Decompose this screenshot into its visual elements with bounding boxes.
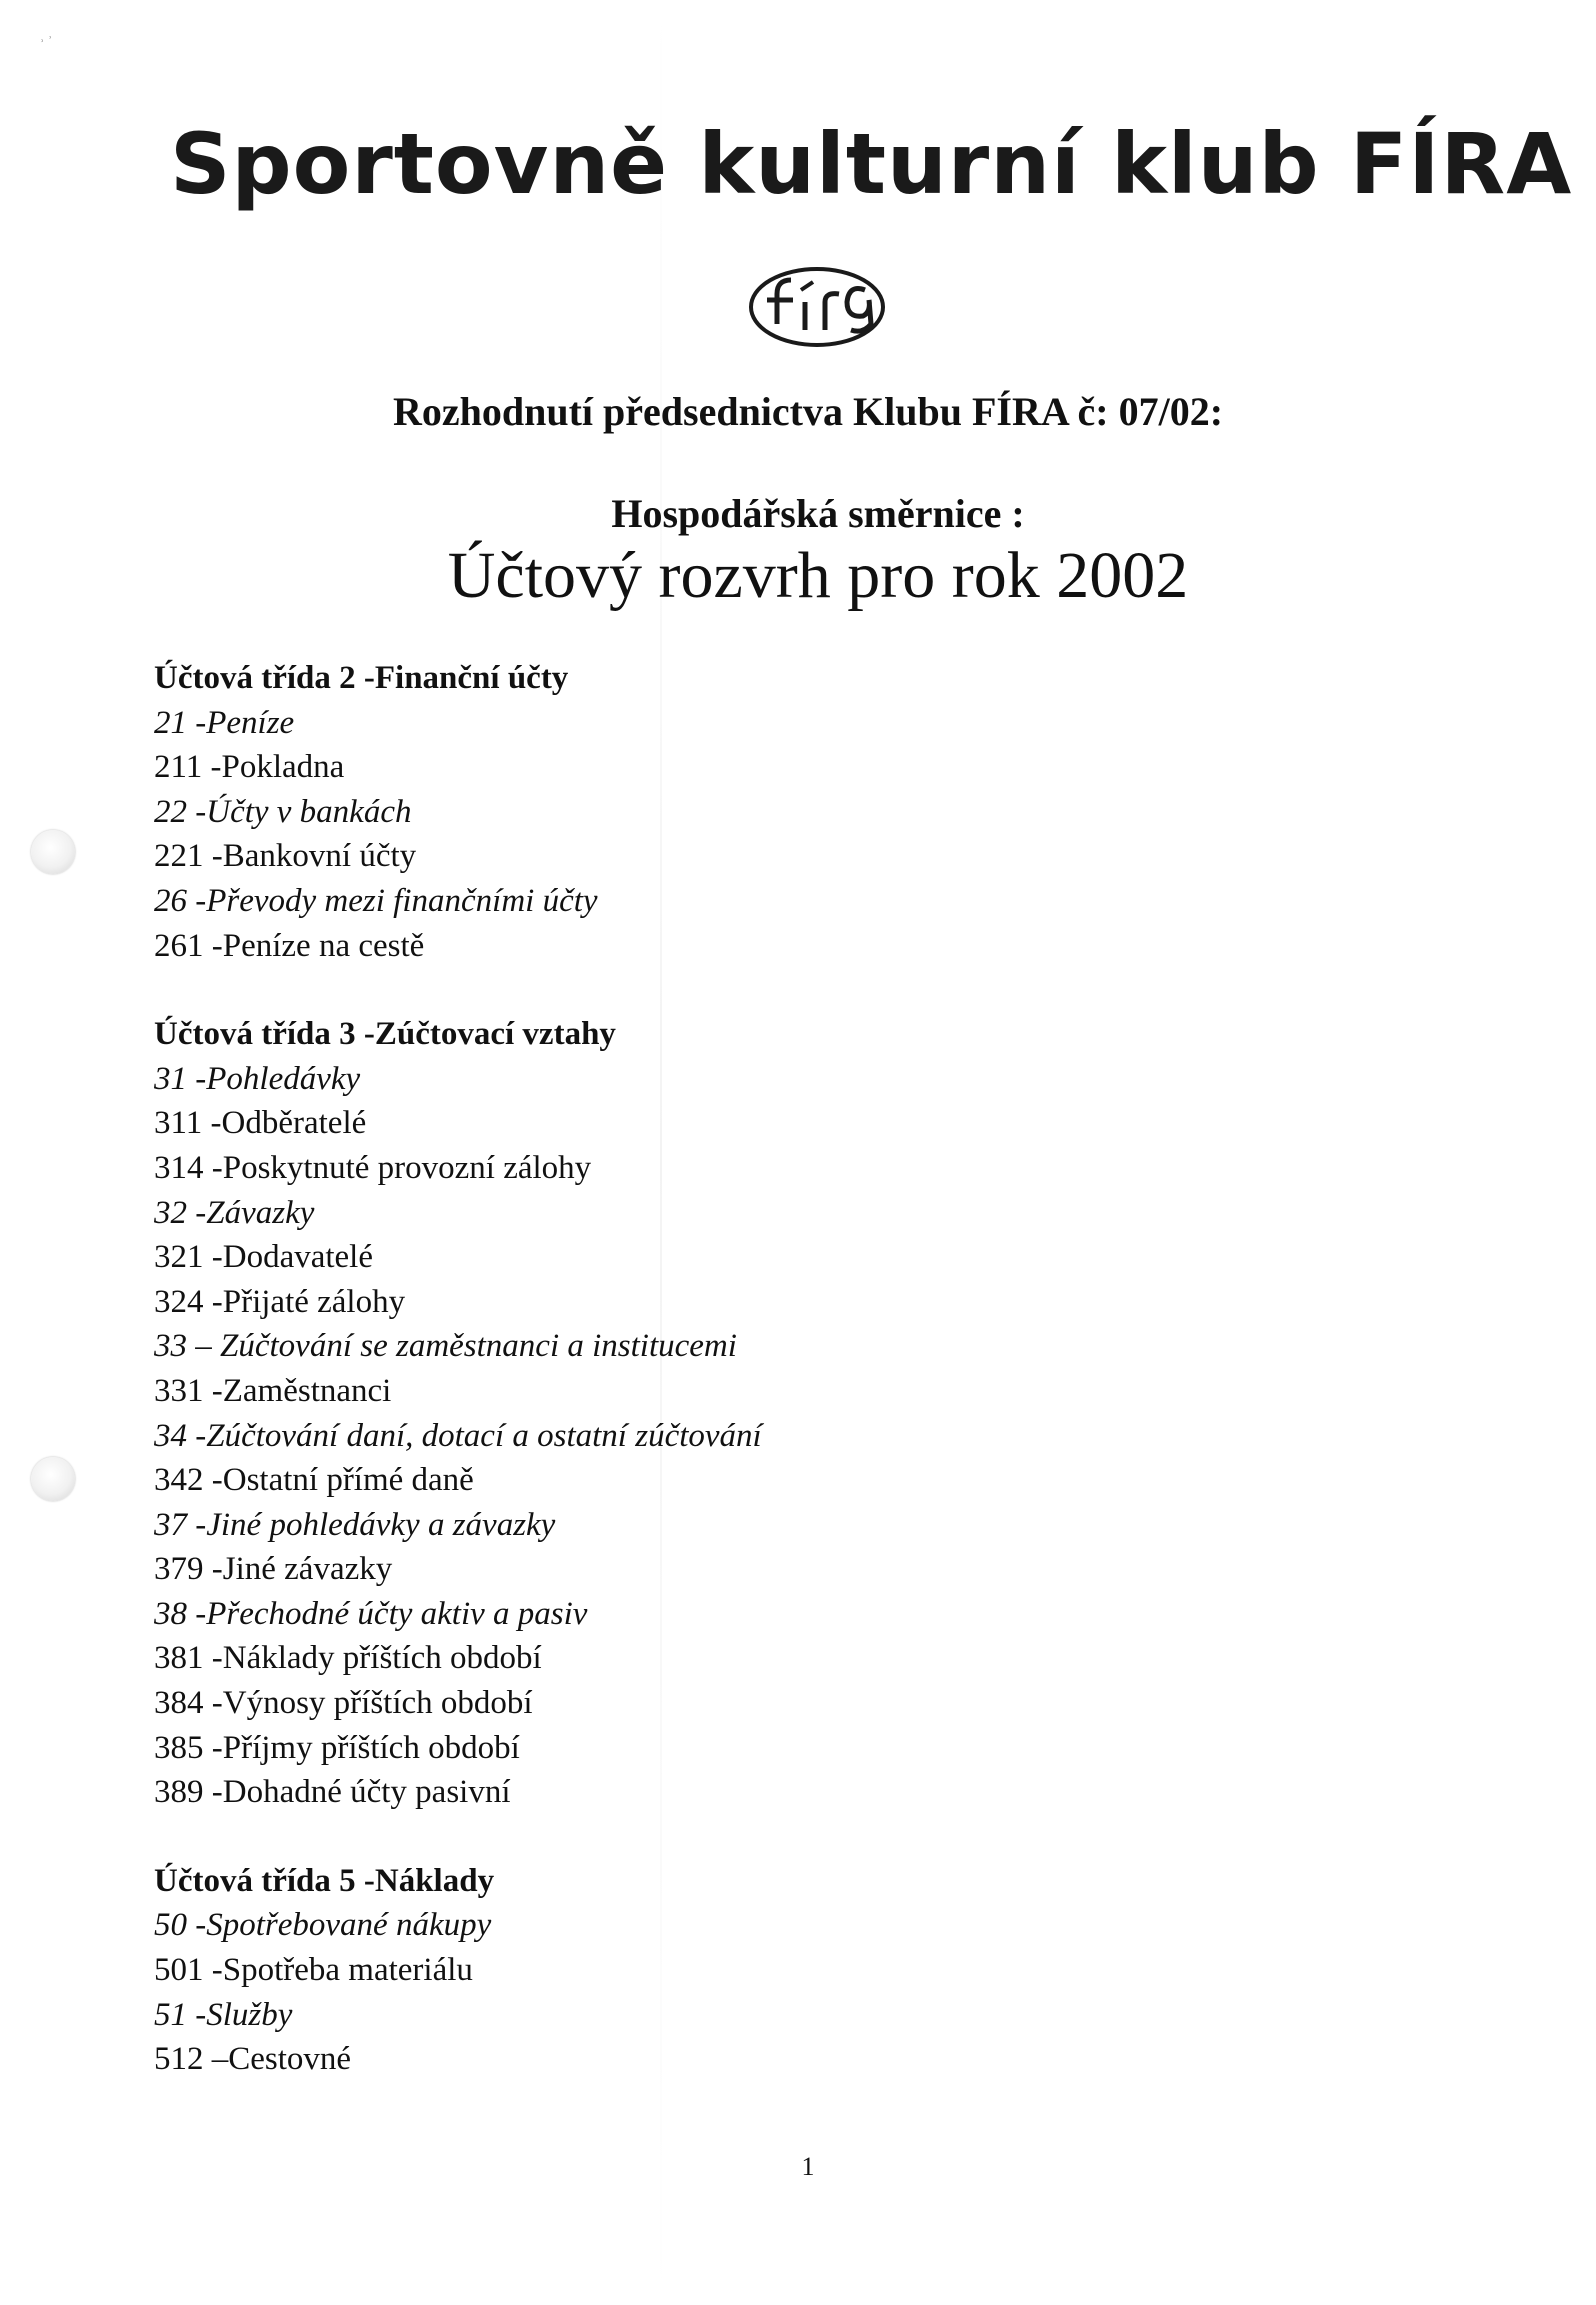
account-item: 342 -Ostatní přímé daně [154,1462,474,1499]
account-item: 261 -Peníze na cestě [154,927,425,964]
account-class-section [154,656,1454,968]
account-class-heading: Účtová třída 3 -Zúčtovací vztahy [154,1016,616,1053]
account-group: 34 -Zúčtování daní, dotací a ostatní zúčtování [154,1417,762,1454]
account-class-heading: Účtová třída 2 -Finanční účty [154,660,569,696]
account-item: 512 –Cestovné [154,2041,352,2078]
scan-speck-mark: ⸒ ˒ [40,28,53,43]
chart-of-accounts [154,656,1454,2126]
account-item: 381 -Náklady příštích období [154,1640,542,1677]
punch-hole [31,1457,75,1501]
account-class-section [154,1012,1454,1815]
account-group: 37 -Jiné pohledávky a závazky [154,1506,556,1543]
punch-hole [31,830,75,874]
account-group: 32 -Závazky [154,1194,315,1231]
account-group: 33 – Zúčtování se zaměstnanci a institucemi [154,1328,737,1365]
document-title: Účtový rozvrh pro rok 2002 [447,539,1189,612]
account-item: 385 -Příjmy příštích období [154,1729,520,1766]
directive-subtitle: Hospodářská směrnice : [611,491,1025,536]
account-group: 26 -Převody mezi finančními účty [154,882,598,919]
account-group: 38 -Přechodné účty aktiv a pasiv [154,1595,588,1632]
account-item: 321 -Dodavatelé [154,1239,373,1276]
account-group: 21 -Peníze [154,704,295,741]
account-item: 211 -Pokladna [154,749,345,786]
account-class-section [154,1859,1454,2082]
account-item: 501 -Spotřeba materiálu [154,1952,473,1989]
account-class-heading: Účtová třída 5 -Náklady [154,1862,495,1899]
account-item: 311 -Odběratelé [154,1105,367,1142]
decision-heading: Rozhodnutí předsednictva Klubu FÍRA č: 07/02: [392,389,1224,434]
page-number: 1 [801,2152,815,2181]
account-item: 389 -Dohadné účty pasivní [154,1774,511,1811]
account-item: 331 -Zaměstnanci [154,1372,392,1409]
account-group: 51 -Služby [154,1996,293,2033]
club-title: Sportovně kulturní klub FÍRA [170,115,1573,213]
account-item: 324 -Přijaté zálohy [154,1283,406,1320]
account-group: 22 -Účty v bankách [154,793,412,830]
account-group: 31 -Pohledávky [154,1060,361,1097]
account-item: 221 -Bankovní účty [154,838,417,875]
account-item: 384 -Výnosy příštích období [154,1685,533,1722]
account-item: 379 -Jiné závazky [154,1551,393,1588]
fira-logo-icon [745,262,895,352]
account-item: 314 -Poskytnuté provozní zálohy [154,1149,592,1186]
account-group: 50 -Spotřebované nákupy [154,1907,492,1944]
